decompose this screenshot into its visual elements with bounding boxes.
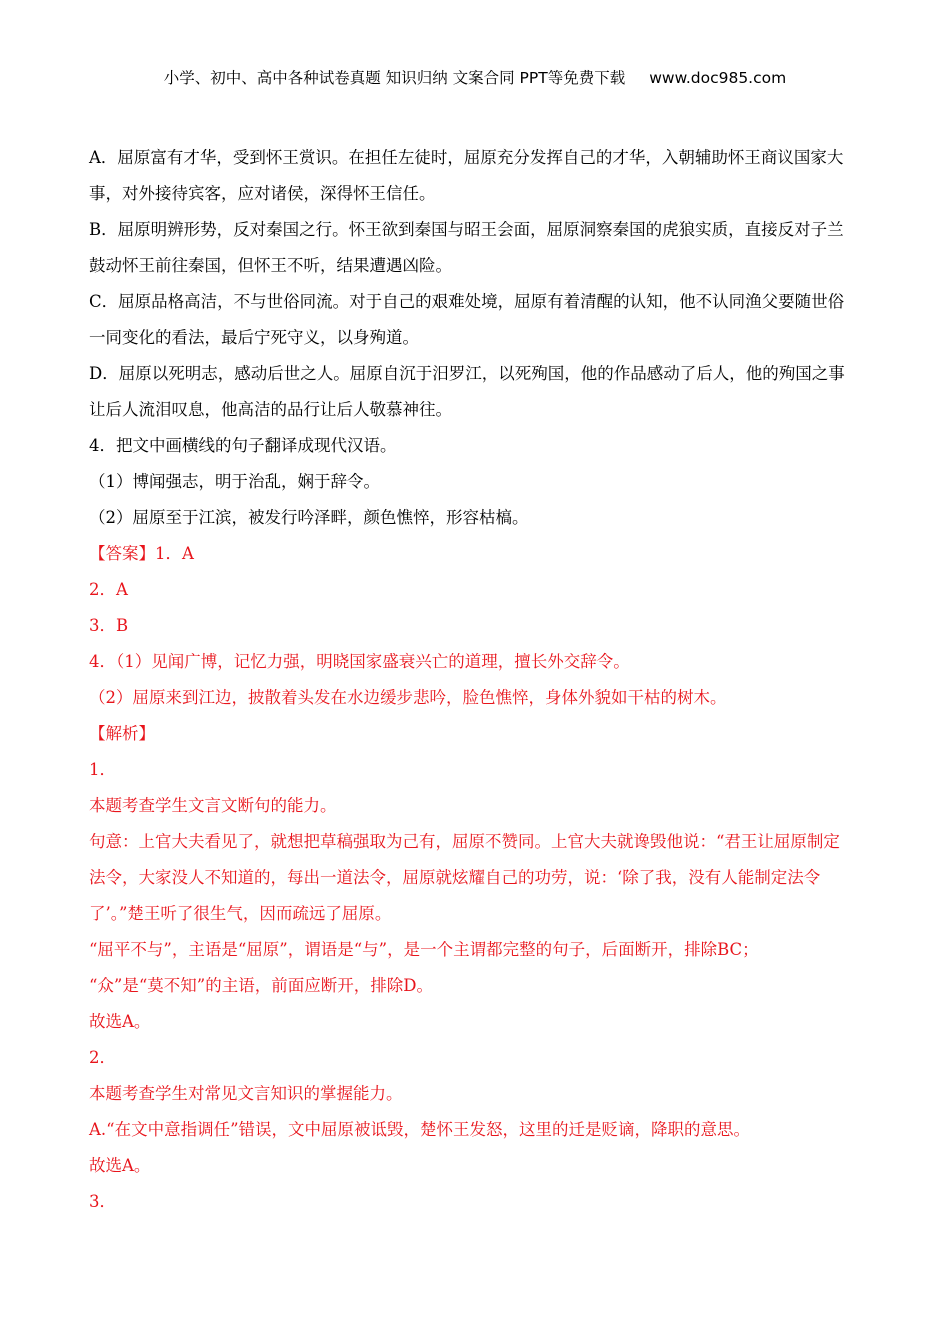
text-line: C．屈原品格高洁，不与世俗同流。对于自己的艰难处境，屈原有着清醒的认知，他不认同渔父要随世俗 (89, 292, 845, 311)
text-line: 一同变化的看法，最后宁死守义，以身殉道。 (89, 328, 419, 347)
text-line: 3．B (89, 616, 129, 635)
text-line: 4．（1）见闻广博，记忆力强，明晓国家盛衰兴亡的道理，擅长外交辞令。 (89, 652, 630, 671)
text-line: A．屈原富有才华，受到怀王赏识。在担任左徒时，屈原充分发挥自己的才华，入朝辅助怀王商议国家大 (89, 148, 844, 167)
text-line: A.“在文中意指调任”错误，文中屈原被诋毁，楚怀王发怒，这里的迁是贬谪，降职的意思。 (89, 1120, 751, 1139)
text-line: 让后人流泪叹息，他高洁的品行让后人敬慕神往。 (89, 400, 452, 419)
text-line: （2）屈原来到江边，披散着头发在水边缓步悲吟，脸色憔悴，身体外貌如干枯的树木。 (89, 688, 727, 707)
text-line: 法令，大家没人不知道的，每出一道法令，屈原就炫耀自己的功劳，说：‘除了我，没有人能制定法令 (89, 868, 821, 887)
text-line: 故选A。 (89, 1156, 151, 1175)
page-header (0, 66, 950, 88)
text-line: 【答案】1．A (89, 544, 194, 563)
text-line: D．屈原以死明志，感动后世之人。屈原自沉于汨罗江，以死殉国，他的作品感动了后人，他的殉国之事 (89, 364, 845, 383)
text-line: 故选A。 (89, 1012, 151, 1031)
text-line: 本题考查学生对常见文言知识的掌握能力。 (89, 1084, 403, 1103)
text-line: 事，对外接待宾客，应对诸侯，深得怀王信任。 (89, 184, 436, 203)
header-text: 小学、初中、高中各种试卷真题 知识归纳 文案合同 PPT等免费下载 (163, 69, 626, 87)
text-line: （2）屈原至于江滨，被发行吟泽畔，颜色憔悴，形容枯槁。 (89, 508, 529, 527)
text-line: 本题考查学生文言文断句的能力。 (89, 796, 337, 815)
text-line: 了’。”楚王听了很生气，因而疏远了屈原。 (89, 904, 392, 923)
text-line: 3． (89, 1192, 116, 1211)
text-line: 4．把文中画横线的句子翻译成现代汉语。 (89, 436, 397, 455)
document-body (89, 140, 864, 1220)
text-line: 2．A (89, 580, 128, 599)
text-line: “屈平不与”，主语是“屈原”，谓语是“与”，是一个主谓都完整的句子，后面断开，排除BC； (89, 940, 759, 959)
header-url[interactable]: www.doc985.com (649, 69, 787, 87)
text-line: 2． (89, 1048, 116, 1067)
text-line: （1）博闻强志，明于治乱，娴于辞令。 (89, 472, 380, 491)
text-line: 【解析】 (89, 724, 155, 743)
text-line: B．屈原明辨形势，反对秦国之行。怀王欲到秦国与昭王会面，屈原洞察秦国的虎狼实质，直接反对子兰 (89, 220, 844, 239)
text-line: “众”是“莫不知”的主语，前面应断开，排除D。 (89, 976, 433, 995)
text-line: 1． (89, 760, 116, 779)
text-line: 鼓动怀王前往秦国，但怀王不听，结果遭遇凶险。 (89, 256, 452, 275)
text-line: 句意：上官大夫看见了，就想把草稿强取为己有，屈原不赞同。上官大夫就谗毁他说：“君王让屈原制定 (89, 832, 840, 851)
